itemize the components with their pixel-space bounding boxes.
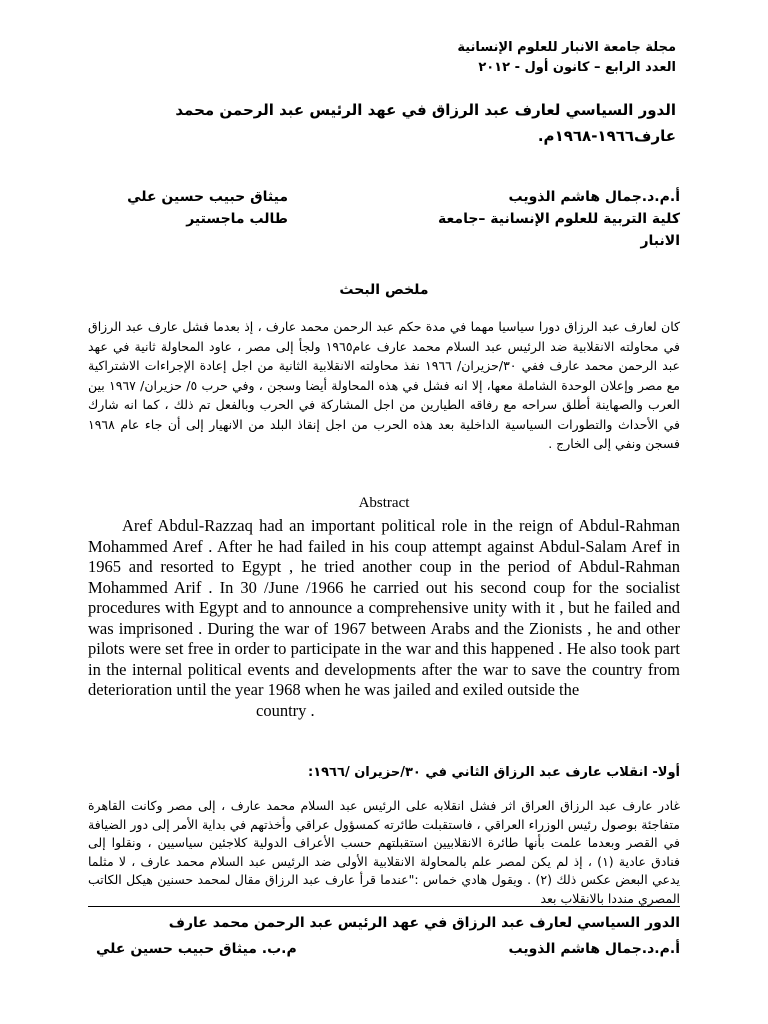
english-abstract-last-line: country . (256, 700, 315, 720)
section-heading: أولا- انقلاب عارف عبد الرزاق الثاني في ٣٠/حزيران /١٩٦٦: (307, 765, 680, 780)
arabic-abstract-text: كان لعارف عبد الرزاق دورا سياسيا مهما في مدة حكم عبد الرحمن محمد عارف ، إذ بعدما فشل عارف عبد الرزاق في محاولته الانقلابية ضد الرئيس عبد السلام محمد عارف عام١٩٦٥ ولجأ إلى مصر ، عاود المحاولة ثانية في عهد عبد الرحمن محمد عارف ففي ٣٠/حزيران/ ١٩٦٦ نفذ محاولته الانقلابية الثانية من اجل إعادة الإجراءات الاشتراكية مع مصر وإعلان الوحدة الشاملة معها، إلا انه فشل في هذه المحاولة أيضا وسجن ، وفي حرب ٥/ حزيران/ ١٩٦٧ بين العرب والصهاينة أطلق سراحه مع رفاقه الطيارين من اجل المشاركة في الحرب وبالفعل تم ذلك ، كما انه شارك في الأحداث والتطورات السياسية الداخلية بعد هذه الحرب من اجل إنقاذ البلد من الانهيار إلى أن جاء عام ١٩٦٨ فسجن ونفي إلى الخارج . (88, 319, 681, 451)
footer-title: الدور السياسي لعارف عبد الرزاق في عهد الرئيس عبد الرحمن محمد عارف (168, 915, 680, 931)
author-secondary (88, 186, 288, 230)
author-primary (410, 186, 680, 252)
authors-block (88, 186, 680, 249)
english-abstract (88, 516, 680, 721)
section-body-text: غادر عارف عبد الرزاق العراق اثر فشل انقلابه على الرئيس عبد السلام محمد عارف ، إلى مصر وكانت القاهرة متفاجئة بوصول رئيس الوزراء العراقي ، فاستقبلت طائرته كمسؤول عراقي وأخذتهم في بداية الأمر إلى دور الضيافة في القصر وبعدما علمت بأنها طائرة الانقلابيين استقبلتهم حسب الأعراف الدولية كلاجئين سياسيين ، ونقلوا إلى فنادق عادية (١) ، إذ لم يكن لمصر علم بالمحاولة الانقلابية الأولى ضد الرئيس عبد السلام محمد عارف ، لا مثلما يدعي البعض عكس ذلك (٢) . ويقول هادي خماس :"عندما قرأ عارف عبد الرزاق مقال لمحمد حسنين هيكل الكاتب المصري منددا بالانقلاب بعد (88, 798, 680, 906)
author-primary-affiliation: كلية التربية للعلوم الإنسانية –جامعة الانبار (438, 211, 680, 249)
issue-info: العدد الرابع – كانون أول - ٢٠١٢ (478, 60, 676, 75)
author-secondary-name: ميثاق حبيب حسين علي (127, 189, 288, 205)
author-primary-name: أ.م.د.جمال هاشم الذويب (508, 189, 680, 205)
arabic-abstract-heading: ملخص البحث (339, 282, 429, 298)
english-abstract-text: Aref Abdul-Razzaq had an important political role in the reign of Abdul-Rahman Mohammed Aref . After he had failed in his coup attempt against Abdul-Salam Aref in 1965 and resorted to Egypt , he tried another coup in the period of Abdul-Rahman Mohammed Arif . In 30 /June /1966 he carried out his second coup for the socialist procedures with Egypt and to announce a comprehensive unity with it , but he failed and was imprisoned . During the war of 1967 between Arabs and the Zionists , he and other pilots were set free in order to participate in the war and this happened . He also took part in the internal political events and developments after the war to save the country from deterioration until the year 1968 when he was jailed and exiled outside the (88, 516, 680, 699)
journal-header (76, 38, 676, 78)
journal-name: مجلة جامعة الانبار للعلوم الإنسانية (457, 40, 676, 55)
english-abstract-heading: Abstract (358, 495, 410, 511)
footer-second-author: م.ب. ميثاق حبيب حسين علي (96, 941, 297, 957)
page-footer (88, 910, 680, 966)
footer-divider (88, 906, 680, 907)
author-secondary-role: طالب ماجستير (186, 211, 288, 227)
paper-title: الدور السياسي لعارف عبد الرزاق في عهد الرئيس عبد الرحمن محمد عارف١٩٦٦-١٩٦٨م. (175, 101, 676, 145)
footer-authors (88, 936, 680, 962)
footer-first-author: أ.م.د.جمال هاشم الذويب (508, 941, 680, 957)
